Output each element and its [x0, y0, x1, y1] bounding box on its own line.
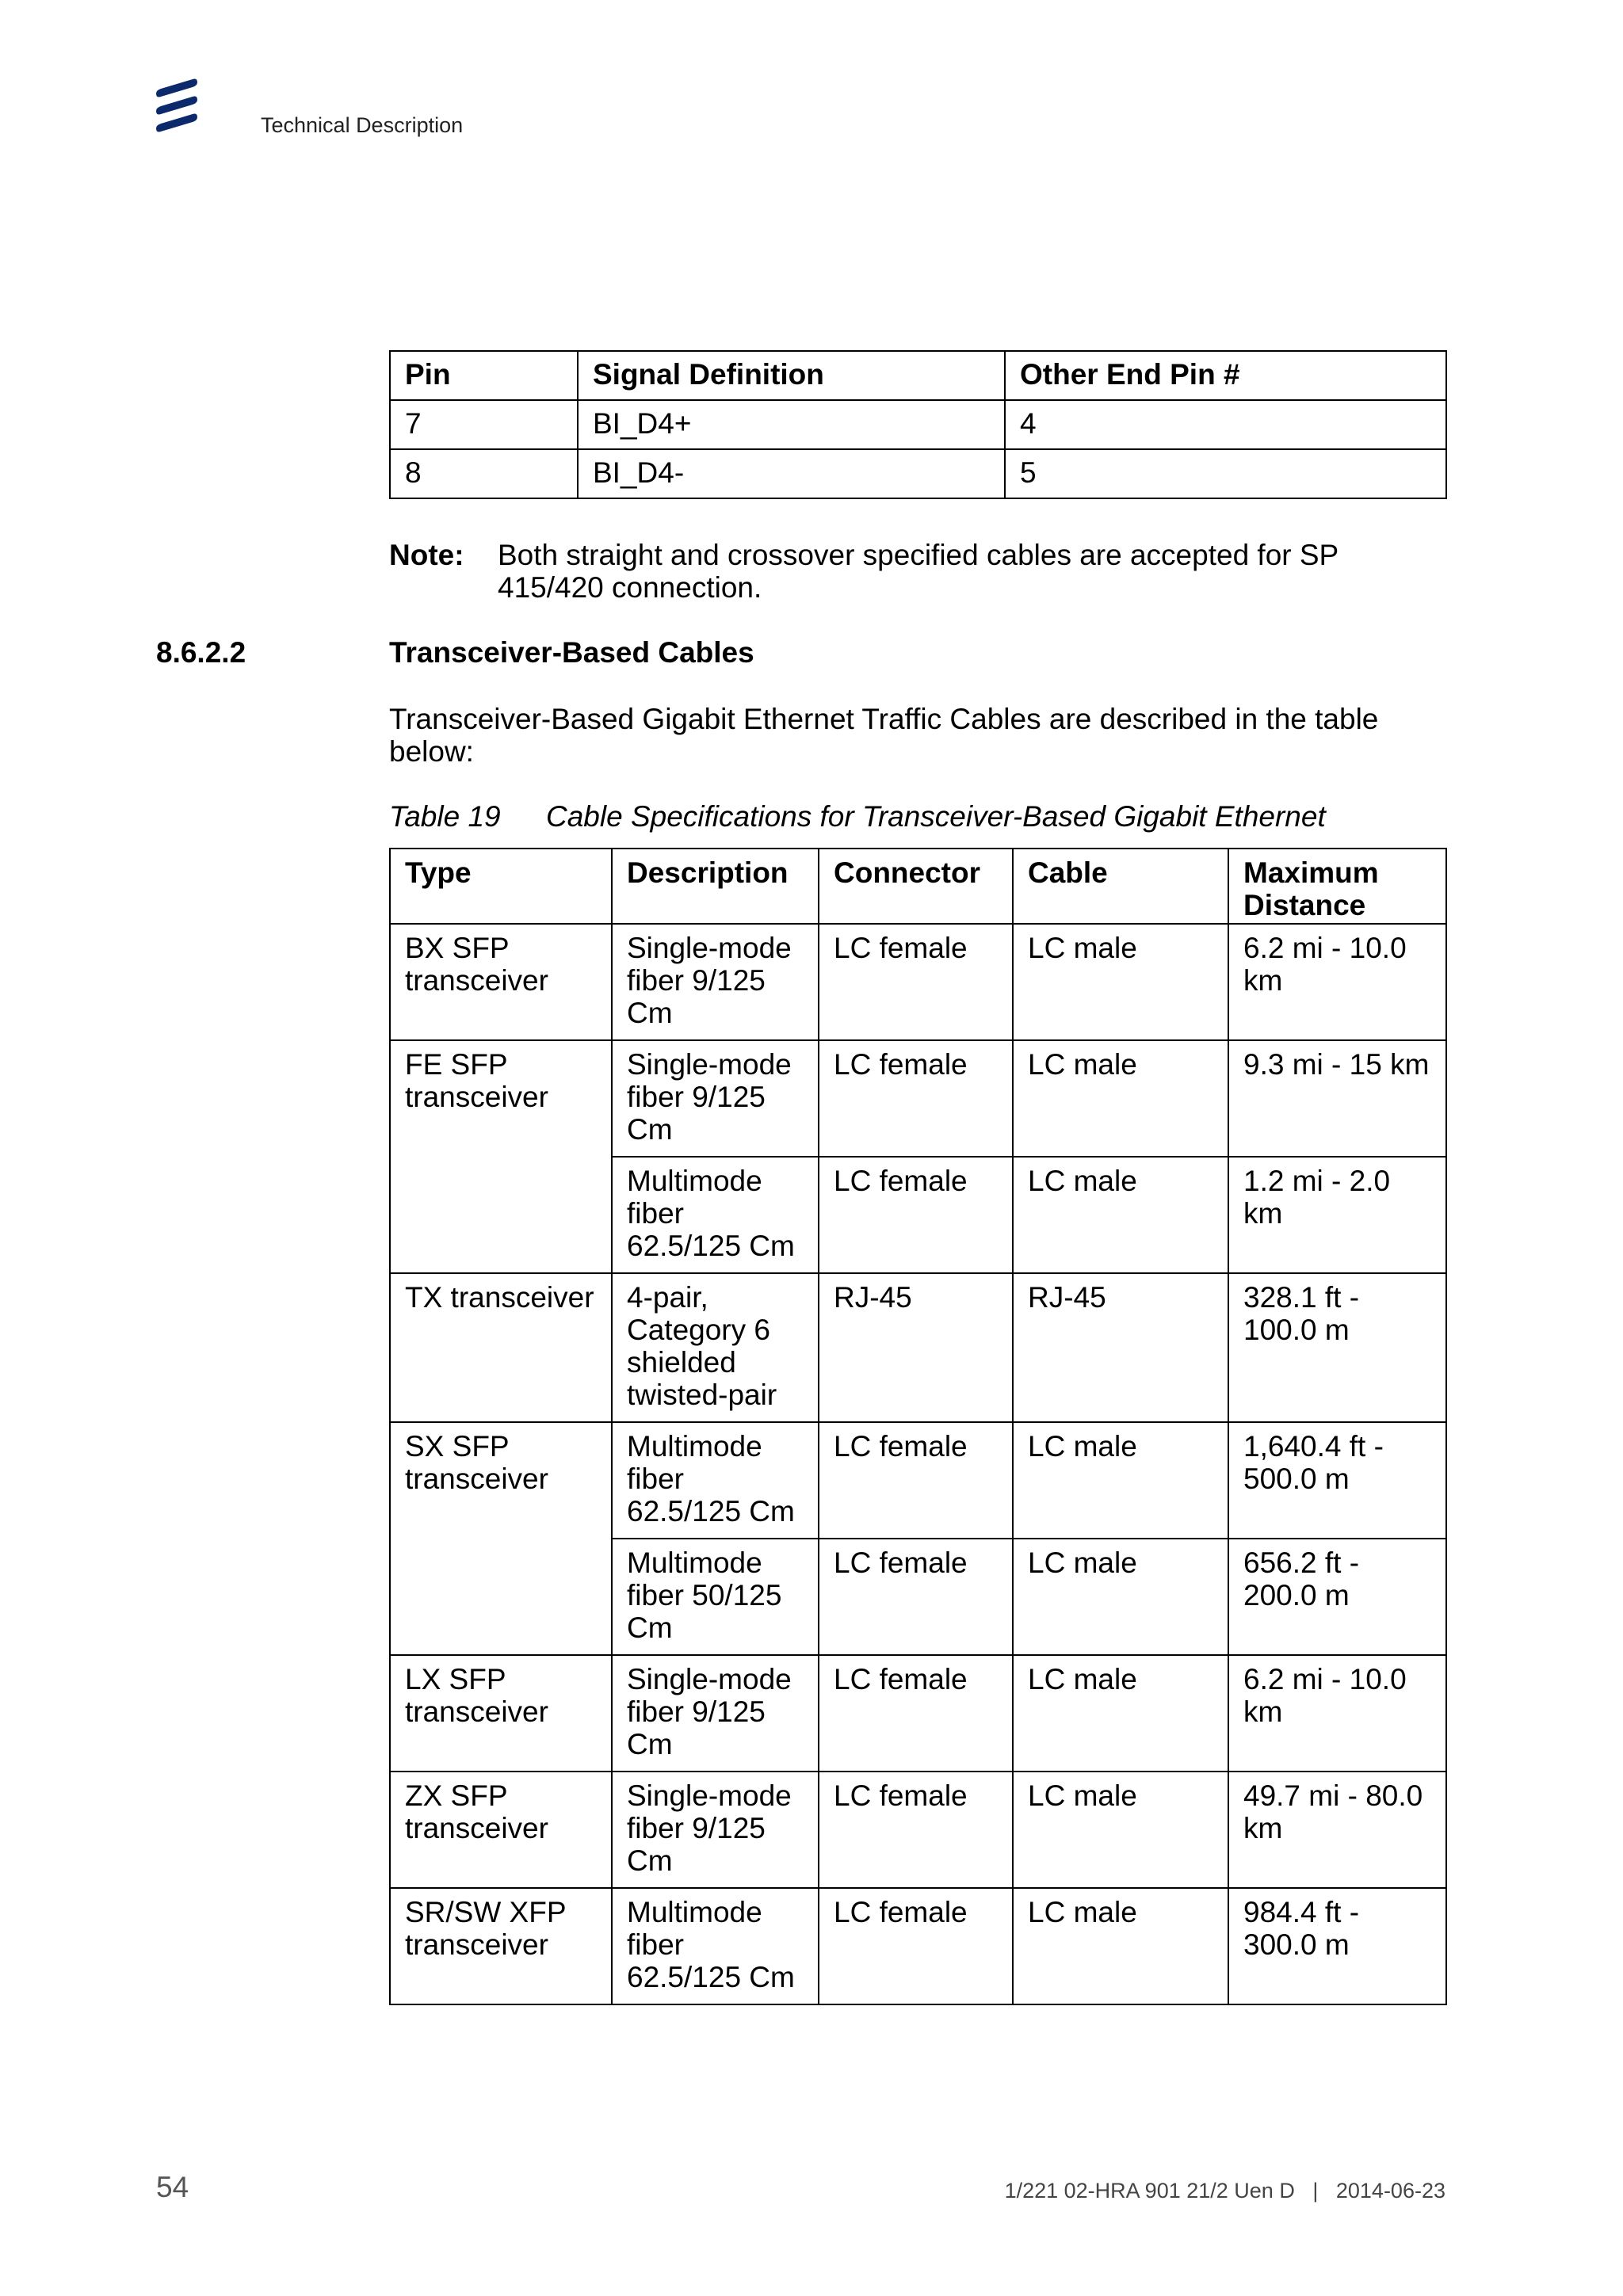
table-row	[390, 1040, 1446, 1157]
description-cell: Multimode fiber 62.5/125 Cm	[612, 1888, 819, 2004]
distance-cell: 1.2 mi - 2.0 km	[1228, 1157, 1446, 1273]
connector-cell: RJ-45	[819, 1273, 1013, 1422]
description-cell: Single-mode fiber 9/125 Cm	[612, 1040, 819, 1157]
distance-cell: 328.1 ft - 100.0 m	[1228, 1273, 1446, 1422]
table-header-row	[390, 351, 1446, 400]
connector-cell: LC female	[819, 1157, 1013, 1273]
cable-cell: LC male	[1013, 1655, 1228, 1772]
description-cell: Multimode fiber 62.5/125 Cm	[612, 1157, 819, 1273]
column-header: Pin	[390, 351, 578, 400]
type-cell: SR/SW XFP transceiver	[390, 1888, 612, 2004]
table-cell: 5	[1005, 449, 1446, 498]
table-row	[390, 924, 1446, 1040]
doc-date: 2014-06-23	[1335, 2179, 1445, 2203]
table-row	[390, 1422, 1446, 1539]
type-cell: ZX SFP transceiver	[390, 1772, 612, 1888]
cable-cell: LC male	[1013, 1040, 1228, 1157]
table-caption-number: Table 19	[389, 800, 501, 833]
pin-table	[389, 350, 1447, 499]
section-number: 8.6.2.2	[156, 636, 246, 669]
table-cell: 7	[390, 400, 578, 449]
connector-cell: LC female	[819, 1422, 1013, 1539]
connector-cell: LC female	[819, 1888, 1013, 2004]
table-caption	[389, 800, 1326, 833]
table-cell: BI_D4-	[578, 449, 1005, 498]
distance-cell: 656.2 ft - 200.0 m	[1228, 1539, 1446, 1655]
description-cell: Single-mode fiber 9/125 Cm	[612, 1655, 819, 1772]
table-row	[390, 449, 1446, 498]
cable-cell: LC male	[1013, 1772, 1228, 1888]
section-title: Transceiver-Based Cables	[389, 636, 754, 669]
table-header-row	[390, 849, 1446, 924]
footer-doc-ref	[1005, 2179, 1445, 2203]
cable-cell: LC male	[1013, 924, 1228, 1040]
type-cell: BX SFP transceiver	[390, 924, 612, 1040]
distance-cell: 6.2 mi - 10.0 km	[1228, 1655, 1446, 1772]
table-row	[390, 1273, 1446, 1422]
cable-cell: RJ-45	[1013, 1273, 1228, 1422]
column-header: Maximum Distance	[1228, 849, 1446, 924]
table-row	[390, 1772, 1446, 1888]
description-cell: Multimode fiber 62.5/125 Cm	[612, 1422, 819, 1539]
doc-reference: 1/221 02-HRA 901 21/2 Uen D	[1004, 2179, 1295, 2203]
description-cell: Single-mode fiber 9/125 Cm	[612, 924, 819, 1040]
type-cell: LX SFP transceiver	[390, 1655, 612, 1772]
column-header: Description	[612, 849, 819, 924]
table-caption-text: Cable Specifications for Transceiver-Based Gigabit Ethernet	[546, 800, 1326, 833]
connector-cell: LC female	[819, 1655, 1013, 1772]
cable-cell: LC male	[1013, 1888, 1228, 2004]
table-row	[390, 1888, 1446, 2004]
column-header: Cable	[1013, 849, 1228, 924]
column-header: Signal Definition	[578, 351, 1005, 400]
type-cell: FE SFP transceiver	[390, 1040, 612, 1273]
page-number: 54	[156, 2171, 189, 2203]
table-row	[390, 1655, 1446, 1772]
note-text: Both straight and crossover specified cables are accepted for SP 415/420 connection.	[498, 539, 1338, 604]
description-cell: Single-mode fiber 9/125 Cm	[612, 1772, 819, 1888]
footer-separator: |	[1312, 2179, 1319, 2203]
column-header: Other End Pin #	[1005, 351, 1446, 400]
connector-cell: LC female	[819, 1772, 1013, 1888]
type-cell: SX SFP transceiver	[390, 1422, 612, 1655]
column-header: Connector	[819, 849, 1013, 924]
distance-cell: 9.3 mi - 15 km	[1228, 1040, 1446, 1157]
description-cell: 4-pair, Category 6 shielded twisted-pair	[612, 1273, 819, 1422]
connector-cell: LC female	[819, 1539, 1013, 1655]
table-cell: 4	[1005, 400, 1446, 449]
table-cell: 8	[390, 449, 578, 498]
cable-spec-table	[389, 848, 1447, 2005]
cable-cell: LC male	[1013, 1539, 1228, 1655]
connector-cell: LC female	[819, 1040, 1013, 1157]
company-logo-icon	[153, 78, 202, 135]
connector-cell: LC female	[819, 924, 1013, 1040]
distance-cell: 6.2 mi - 10.0 km	[1228, 924, 1446, 1040]
distance-cell: 49.7 mi - 80.0 km	[1228, 1772, 1446, 1888]
distance-cell: 1,640.4 ft - 500.0 m	[1228, 1422, 1446, 1539]
running-header: Technical Description	[261, 113, 464, 137]
cable-cell: LC male	[1013, 1422, 1228, 1539]
body-paragraph: Transceiver-Based Gigabit Ethernet Traffic Cables are described in the table below:	[389, 703, 1379, 768]
table-row	[390, 400, 1446, 449]
column-header: Type	[390, 849, 612, 924]
description-cell: Multimode fiber 50/125 Cm	[612, 1539, 819, 1655]
distance-cell: 984.4 ft - 300.0 m	[1228, 1888, 1446, 2004]
note-label: Note:	[389, 539, 464, 571]
type-cell: TX transceiver	[390, 1273, 612, 1422]
table-cell: BI_D4+	[578, 400, 1005, 449]
cable-cell: LC male	[1013, 1157, 1228, 1273]
